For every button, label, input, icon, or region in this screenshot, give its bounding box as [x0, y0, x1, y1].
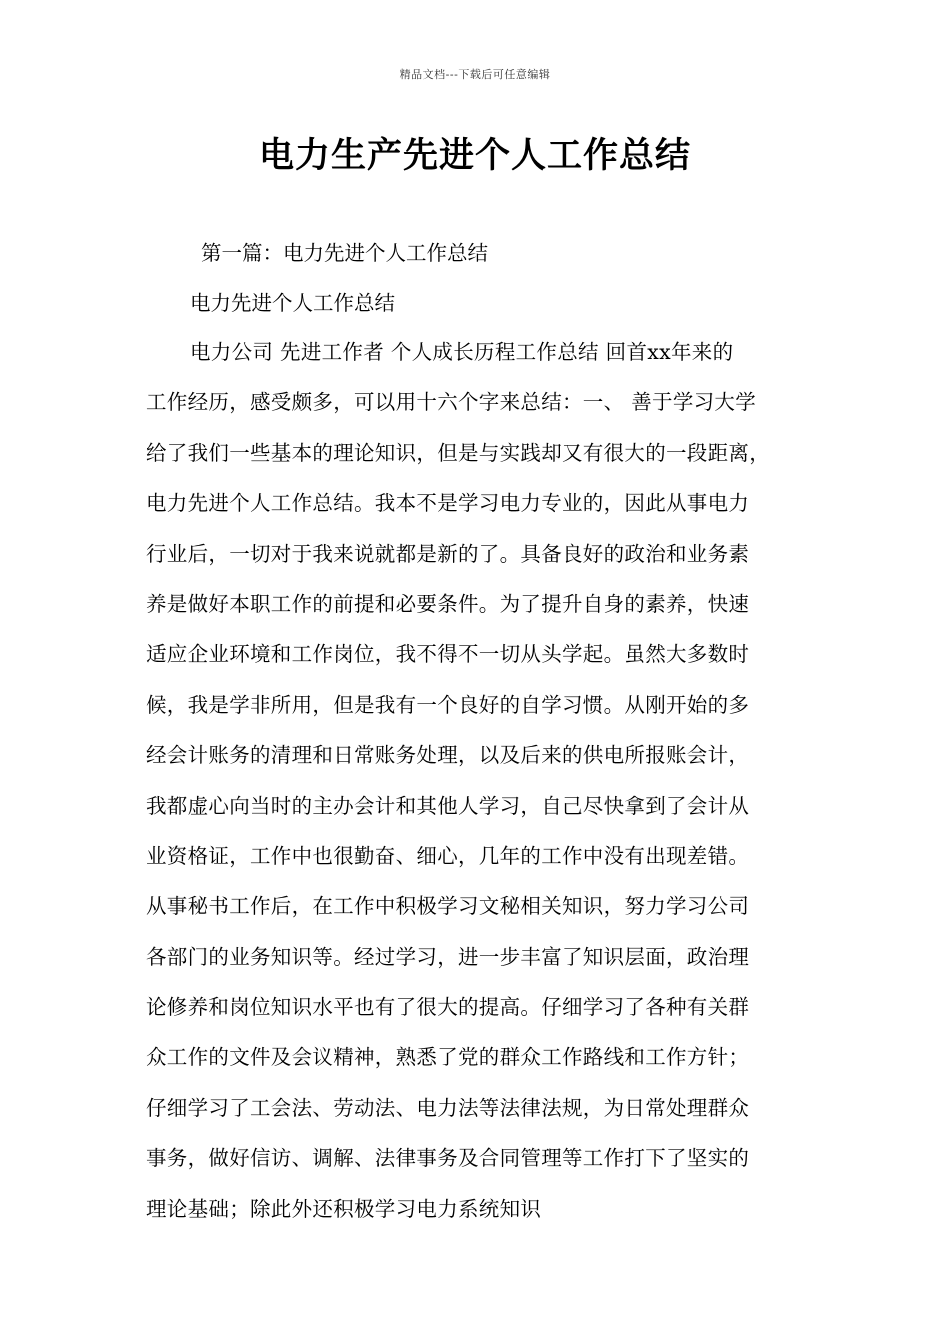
- body-line: 行业后，一切对于我来说就都是新的了。具备良好的政治和业务素: [146, 541, 750, 566]
- body-line: 工作经历，感受颇多，可以用十六个字来总结：一、 善于学习大学: [146, 390, 757, 415]
- body-line: 我都虚心向当时的主办会计和其他人学习，自己尽快拿到了会计从: [146, 793, 750, 818]
- body-line: 从事秘书工作后，在工作中积极学习文秘相关知识，努力学习公司: [146, 894, 750, 919]
- body-line: 养是做好本职工作的前提和必要条件。为了提升自身的素养，快速: [146, 591, 750, 616]
- body-line: 电力公司 先进工作者 个人成长历程工作总结 回首xx年来的: [190, 340, 734, 364]
- body-paragraph: [146, 336, 826, 1243]
- body-line: 众工作的文件及会议精神，熟悉了党的群众工作路线和工作方针；: [146, 1045, 750, 1070]
- body-line: 事务，做好信访、调解、法律事务及合同管理等工作打下了坚实的: [146, 1146, 750, 1171]
- body-line: 适应企业环境和工作岗位，我不得不一切从头学起。虽然大多数时: [146, 642, 750, 667]
- body-line: 各部门的业务知识等。经过学习，进一步丰富了知识层面，政治理: [146, 944, 750, 969]
- sub-heading: 电力先进个人工作总结: [190, 291, 395, 315]
- body-line: 经会计账务的清理和日常账务处理，以及后来的供电所报账会计，: [146, 743, 750, 768]
- section-heading: 第一篇：电力先进个人工作总结: [201, 241, 488, 265]
- body-line: 仔细学习了工会法、劳动法、电力法等法律法规，为日常处理群众: [146, 1095, 750, 1120]
- body-line: 候，我是学非所用，但是我有一个良好的自学习惯。从刚开始的多: [146, 692, 750, 717]
- document-title: 电力生产先进个人工作总结: [258, 136, 691, 176]
- header-note: 精品文档---下载后可任意编辑: [399, 68, 551, 81]
- body-line: 论修养和岗位知识水平也有了很大的提高。仔细学习了各种有关群: [146, 995, 750, 1020]
- body-line: 理论基础；除此外还积极学习电力系统知识: [146, 1196, 542, 1221]
- body-line: 给了我们一些基本的理论知识，但是与实践却又有很大的一段距离，: [146, 440, 770, 465]
- body-line: 业资格证，工作中也很勤奋、细心，几年的工作中没有出现差错。: [146, 843, 750, 868]
- body-line: 电力先进个人工作总结。我本不是学习电力专业的，因此从事电力: [146, 491, 750, 516]
